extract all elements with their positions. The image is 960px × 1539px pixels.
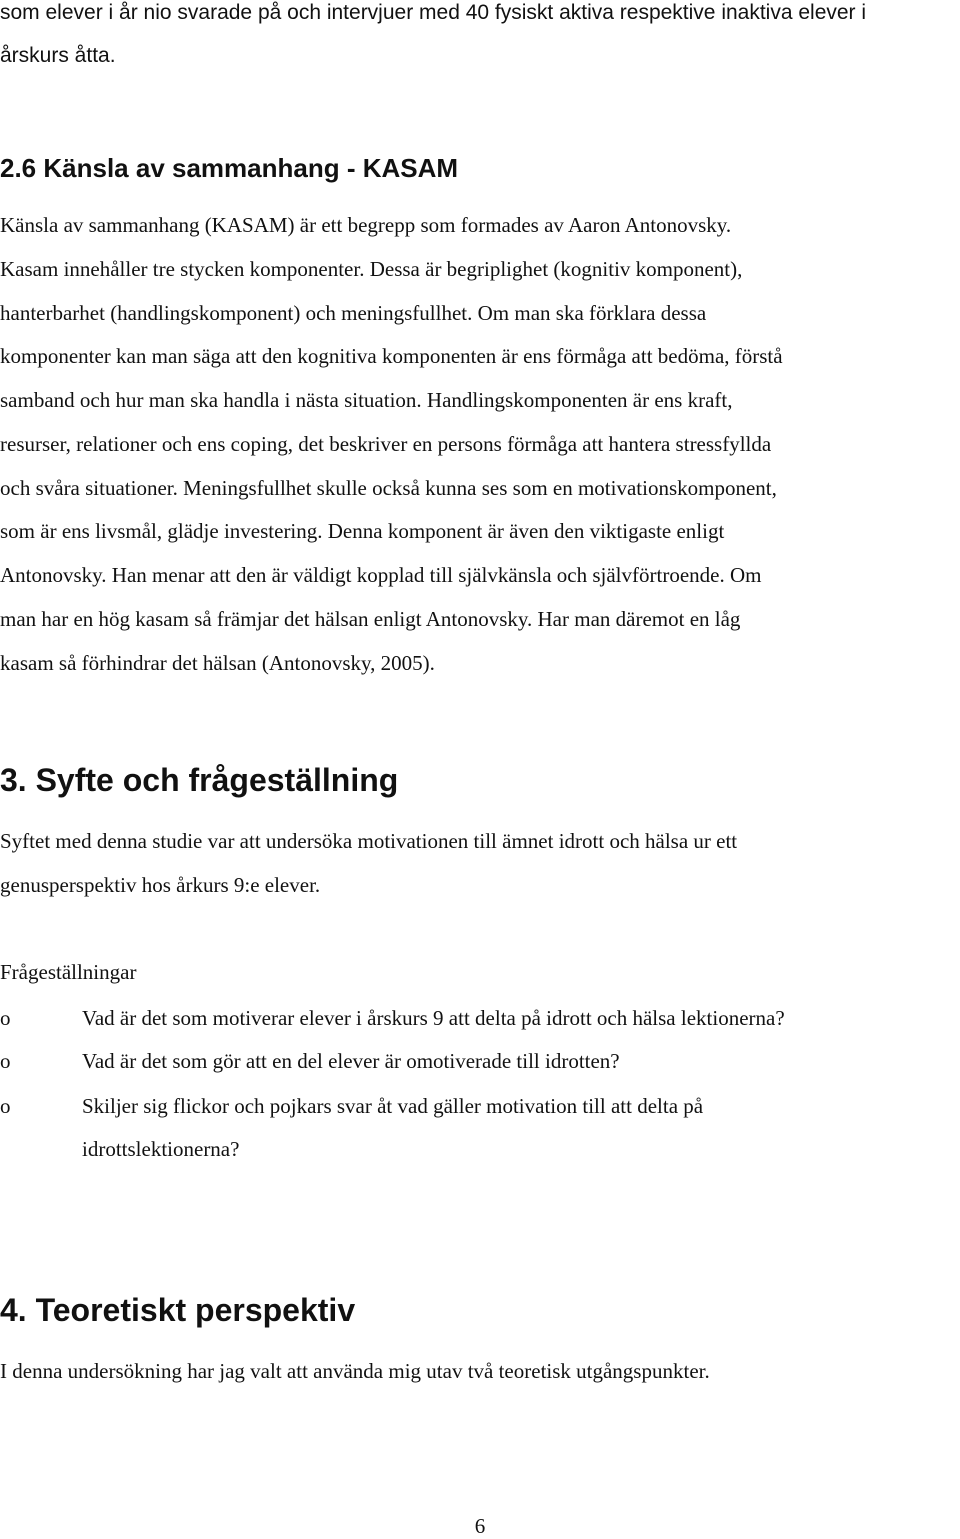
section-2-6-line-6: resurser, relationer och ens coping, det beskriver en persons förmåga att hantera stressfyllda — [0, 432, 772, 456]
section-2-6-line-7: och svåra situationer. Meningsfullhet skulle också kunna ses som en motivationskomponent, — [0, 476, 777, 500]
bullet-marker-2: o — [0, 1049, 11, 1073]
intro-line-1: som elever i år nio svarade på och intervjuer med 40 fysiskt aktiva respektive inaktiva elever i — [0, 1, 867, 24]
section-2-6-line-5: samband och hur man ska handla i nästa situation. Handlingskomponenten är ens kraft, — [0, 388, 733, 412]
section-4-line-1: I denna undersökning har jag valt att använda mig utav två teoretisk utgångspunkter. — [0, 1359, 710, 1383]
section-2-6-line-1: Känsla av sammanhang (KASAM) är ett begrepp som formades av Aaron Antonovsky. — [0, 213, 732, 237]
section-2-6-heading: 2.6 Känsla av sammanhang - KASAM — [0, 153, 459, 183]
section-2-6-line-2: Kasam innehåller tre stycken komponenter. Dessa är begriplighet (kognitiv komponent), — [0, 257, 743, 281]
section-2-6-line-10: man har en hög kasam så främjar det hälsan enligt Antonovsky. Har man däremot en låg — [0, 607, 741, 631]
section-2-6-line-8: som är ens livsmål, glädje investering. Denna komponent är även den viktigaste enligt — [0, 519, 725, 543]
bullet-marker-3: o — [0, 1094, 11, 1118]
bullet-marker-1: o — [0, 1006, 11, 1030]
question-1: Vad är det som motiverar elever i årskurs 9 att delta på idrott och hälsa lektionerna? — [82, 1006, 785, 1030]
section-3-line-2: genusperspektiv hos årkurs 9:e elever. — [0, 873, 321, 897]
section-2-6-line-9: Antonovsky. Han menar att den är väldigt kopplad till självkänsla och självförtroende. Om — [0, 563, 762, 587]
questions-label: Frågeställningar — [0, 960, 137, 984]
section-2-6-line-11: kasam så förhindrar det hälsan (Antonovsky, 2005). — [0, 651, 435, 675]
intro-line-2: årskurs åtta. — [0, 44, 116, 67]
section-2-6-line-4: komponenter kan man säga att den kognitiva komponenten är ens förmåga att bedöma, förstå — [0, 344, 783, 368]
question-2: Vad är det som gör att en del elever är omotiverade till idrotten? — [82, 1049, 620, 1073]
section-2-6-line-3: hanterbarhet (handlingskomponent) och meningsfullhet. Om man ska förklara dessa — [0, 301, 707, 325]
question-3-continuation: idrottslektionerna? — [82, 1137, 240, 1161]
page-number: 6 — [474, 1514, 486, 1538]
section-3-heading: 3. Syfte och frågeställning — [0, 762, 399, 798]
question-3: Skiljer sig flickor och pojkars svar åt vad gäller motivation till att delta på — [82, 1094, 704, 1118]
section-4-heading: 4. Teoretiskt perspektiv — [0, 1292, 356, 1328]
section-3-line-1: Syftet med denna studie var att undersöka motivationen till ämnet idrott och hälsa ur ett — [0, 829, 738, 853]
